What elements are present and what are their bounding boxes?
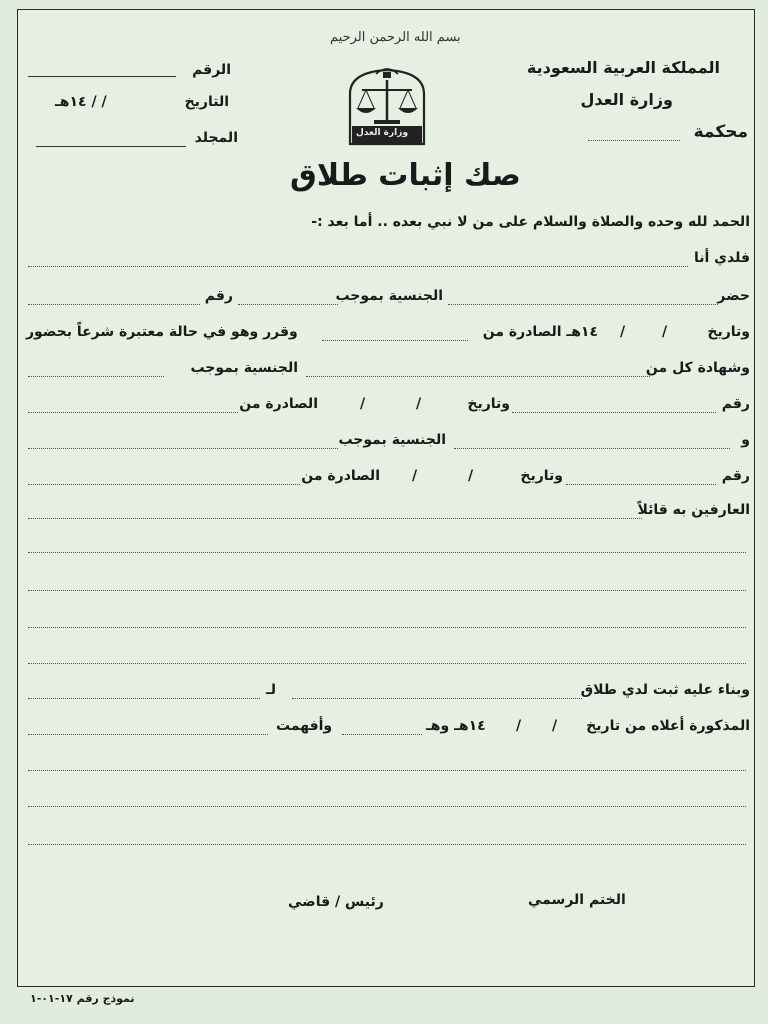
slash-2a: / (416, 396, 422, 412)
nationality-field-2[interactable] (28, 376, 164, 377)
issued-from-label-2: الصادرة من (239, 396, 318, 412)
divorcee-field[interactable] (28, 698, 260, 699)
page-title: صك إثبات طلاق (290, 158, 521, 193)
acknowledged-text: وقرر وهو في حالة معتبرة شرعاً بحضور (26, 324, 298, 340)
president-judge-label: رئيس / قاضي (288, 894, 384, 910)
witness-label: وشهادة كل من (645, 360, 750, 376)
number-field-2[interactable] (512, 412, 716, 413)
nationality-field-1[interactable] (238, 304, 338, 305)
attended-name-field[interactable] (448, 304, 718, 305)
closing-line-3[interactable] (28, 844, 746, 845)
slash-1a: / (662, 324, 668, 340)
number-word-3: رقم (721, 468, 750, 484)
informed-field[interactable] (28, 734, 268, 735)
informed-label: وأفهمت (276, 718, 333, 734)
nationality-label-2: الجنسية بموجب (190, 360, 298, 376)
number-field-1[interactable] (28, 304, 200, 305)
court-field[interactable] (588, 140, 680, 141)
issued-from-field-3[interactable] (28, 484, 300, 485)
line-i-label: فلدي أنا (694, 250, 750, 266)
slash-4b: / (516, 718, 522, 734)
for-label: لـ (266, 682, 277, 698)
statement-line-1[interactable] (28, 518, 642, 519)
statement-line-5[interactable] (28, 663, 746, 664)
date-label-1: وتاريخ (707, 324, 750, 340)
kingdom-name: المملكة العربية السعودية (526, 58, 720, 77)
statement-line-4[interactable] (28, 627, 746, 628)
number-word-1: رقم (204, 288, 233, 304)
slash-3a: / (468, 468, 474, 484)
number-field[interactable] (28, 76, 176, 77)
court-label: محكمة (693, 122, 748, 142)
known-saying-label: العارفين به قائلاً (637, 502, 750, 518)
document-frame (17, 9, 755, 987)
slash-2b: / (360, 396, 366, 412)
basmala: بسم الله الرحمن الرحيم (330, 30, 461, 45)
emblem-caption: وزارة العدل (356, 128, 409, 138)
date-label: التاريخ (184, 94, 229, 110)
statement-line-2[interactable] (28, 552, 746, 553)
official-stamp-label: الختم الرسمي (528, 892, 626, 908)
closing-line-2[interactable] (28, 806, 746, 807)
preamble: الحمد لله وحده والصلاة والسلام على من لا نبي بعده .. أما بعد :- (311, 214, 750, 230)
number-field-3[interactable] (566, 484, 716, 485)
nationality-field-3[interactable] (28, 448, 338, 449)
date-label-3: وتاريخ (520, 468, 563, 484)
issued-from-label-1: ١٤هـ الصادرة من (482, 324, 598, 340)
witness-1-name-field[interactable] (306, 376, 650, 377)
attended-label: حضر (717, 288, 750, 304)
hijri-and-label: ١٤هـ وهـ (426, 718, 486, 734)
based-on-label: وبناء عليه ثبت لدي طلاق (580, 682, 750, 698)
slash-3b: / (412, 468, 418, 484)
volume-label: المجلد (194, 130, 238, 146)
and-label: و (741, 432, 750, 448)
date-label-2: وتاريخ (467, 396, 510, 412)
issued-from-field-2[interactable] (28, 412, 238, 413)
nationality-label-3: الجنسية بموجب (338, 432, 446, 448)
issued-from-label-3: الصادرة من (301, 468, 380, 484)
mentioned-above-label: المذكورة أعلاه من تاريخ (586, 718, 750, 734)
line-i-field[interactable] (28, 266, 688, 267)
statement-line-3[interactable] (28, 590, 746, 591)
number-label: الرقم (192, 62, 231, 78)
date-field[interactable]: / / ١٤هـ (55, 94, 107, 110)
issued-from-field-1[interactable] (322, 340, 468, 341)
volume-field[interactable] (36, 146, 186, 147)
number-word-2: رقم (721, 396, 750, 412)
hijri-and-field[interactable] (342, 734, 422, 735)
ministry-name: وزارة العدل (580, 90, 673, 109)
slash-1b: / (620, 324, 626, 340)
closing-line-1[interactable] (28, 770, 746, 771)
form-number: نموذج رقم ١٧-٠١-١ (30, 992, 135, 1005)
witness-2-name-field[interactable] (454, 448, 730, 449)
slash-4a: / (552, 718, 558, 734)
divorce-of-field[interactable] (292, 698, 582, 699)
nationality-label-1: الجنسية بموجب (335, 288, 443, 304)
